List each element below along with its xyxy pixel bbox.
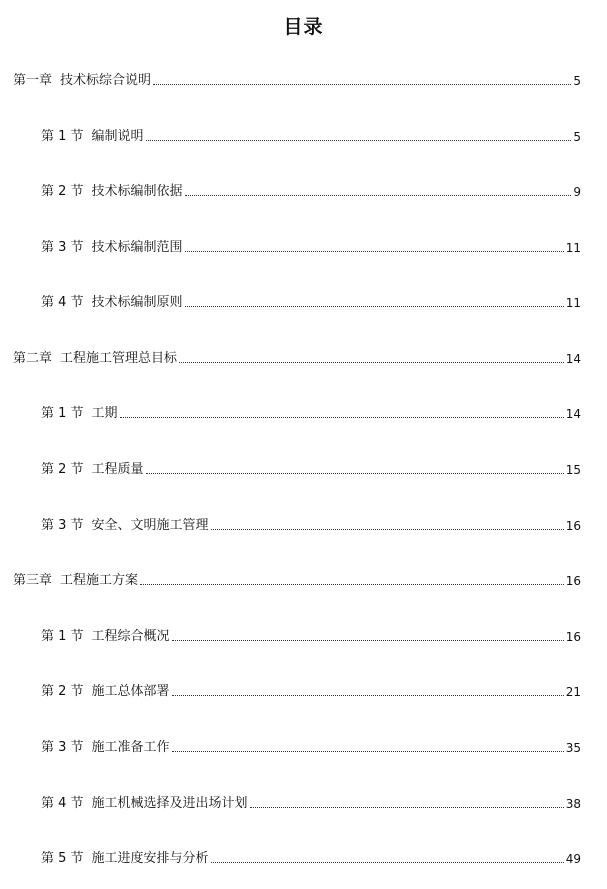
entry-label [41, 517, 209, 535]
entry-title: 工期 [91, 406, 118, 421]
entry-label [41, 294, 183, 312]
dot-leader [211, 528, 564, 530]
toc-title: 目录 [283, 16, 324, 38]
toc-section-1-1[interactable] [41, 128, 581, 146]
page-number: 16 [565, 519, 581, 533]
dot-leader [153, 83, 571, 85]
entry-label [41, 850, 209, 868]
entry-number: 第 1 节 [41, 629, 84, 644]
toc-section-3-3[interactable] [41, 739, 581, 757]
entry-number: 第 3 节 [41, 240, 84, 255]
entry-number: 第二章 [13, 351, 53, 366]
dot-leader [250, 806, 564, 808]
entry-number: 第 3 节 [41, 740, 84, 755]
entry-title: 工程施工管理总目标 [60, 351, 178, 366]
toc-section-3-4[interactable] [41, 795, 581, 813]
entry-title: 工程综合概况 [91, 629, 170, 644]
dot-leader [185, 194, 572, 196]
dot-leader [146, 472, 564, 474]
page-number: 16 [565, 630, 581, 644]
toc-section-2-2[interactable] [41, 461, 581, 479]
toc-chapter-1[interactable] [13, 72, 581, 90]
entry-number: 第 2 节 [41, 184, 84, 199]
entry-number: 第 1 节 [41, 129, 84, 144]
toc-section-1-4[interactable] [41, 294, 581, 312]
toc-chapter-2[interactable] [13, 350, 581, 368]
dot-leader [211, 861, 564, 863]
entry-label [41, 683, 170, 701]
entry-number: 第 5 节 [41, 851, 84, 866]
page-number: 21 [565, 685, 581, 699]
entry-label [13, 72, 151, 90]
dot-leader [120, 416, 564, 418]
page-number: 35 [565, 741, 581, 755]
page-number: 16 [565, 574, 581, 588]
entry-label [41, 239, 183, 257]
toc-chapter-3[interactable] [13, 572, 581, 590]
entry-label [41, 405, 118, 423]
entry-number: 第一章 [13, 73, 53, 88]
page-number: 5 [573, 130, 581, 144]
entry-number: 第 4 节 [41, 796, 84, 811]
page-number: 5 [573, 74, 581, 88]
entry-label [41, 628, 170, 646]
entry-label [41, 461, 144, 479]
page-number: 38 [565, 797, 581, 811]
page-number: 9 [573, 185, 581, 199]
entry-title: 工程施工方案 [60, 573, 139, 588]
entry-title: 施工进度安排与分析 [91, 851, 209, 866]
toc-section-3-2[interactable] [41, 683, 581, 701]
entry-number: 第 4 节 [41, 295, 84, 310]
toc-section-3-1[interactable] [41, 628, 581, 646]
entry-label [41, 739, 170, 757]
entry-label [41, 128, 144, 146]
entry-title: 技术标综合说明 [60, 73, 152, 88]
entry-number: 第 3 节 [41, 518, 84, 533]
entry-label [13, 350, 177, 368]
dot-leader [146, 139, 572, 141]
entry-number: 第 2 节 [41, 462, 84, 477]
toc-section-1-2[interactable] [41, 183, 581, 201]
toc-section-2-3[interactable] [41, 517, 581, 535]
entry-title: 工程质量 [91, 462, 144, 477]
entry-title: 施工总体部署 [91, 684, 170, 699]
dot-leader [140, 583, 564, 585]
toc-section-2-1[interactable] [41, 405, 581, 423]
page-number: 14 [565, 407, 581, 421]
dot-leader [172, 639, 564, 641]
page-number: 49 [565, 852, 581, 866]
page-number: 11 [565, 241, 581, 255]
entry-number: 第 1 节 [41, 406, 84, 421]
dot-leader [185, 250, 564, 252]
entry-label [41, 795, 248, 813]
entry-title: 安全、文明施工管理 [91, 518, 209, 533]
entry-label [13, 572, 138, 590]
entry-title: 技术标编制依据 [91, 184, 183, 199]
entry-title: 技术标编制范围 [91, 240, 183, 255]
entry-title: 技术标编制原则 [91, 295, 183, 310]
dot-leader [179, 361, 564, 363]
entry-title: 编制说明 [91, 129, 144, 144]
entry-title: 施工机械选择及进出场计划 [91, 796, 248, 811]
page-number: 14 [565, 352, 581, 366]
entry-number: 第三章 [13, 573, 53, 588]
page-number: 15 [565, 463, 581, 477]
entry-label [41, 183, 183, 201]
toc-section-1-3[interactable] [41, 239, 581, 257]
dot-leader [172, 750, 564, 752]
page-number: 11 [565, 296, 581, 310]
dot-leader [185, 305, 564, 307]
entry-title: 施工准备工作 [91, 740, 170, 755]
entry-number: 第 2 节 [41, 684, 84, 699]
toc-section-3-5[interactable] [41, 850, 581, 868]
dot-leader [172, 694, 564, 696]
